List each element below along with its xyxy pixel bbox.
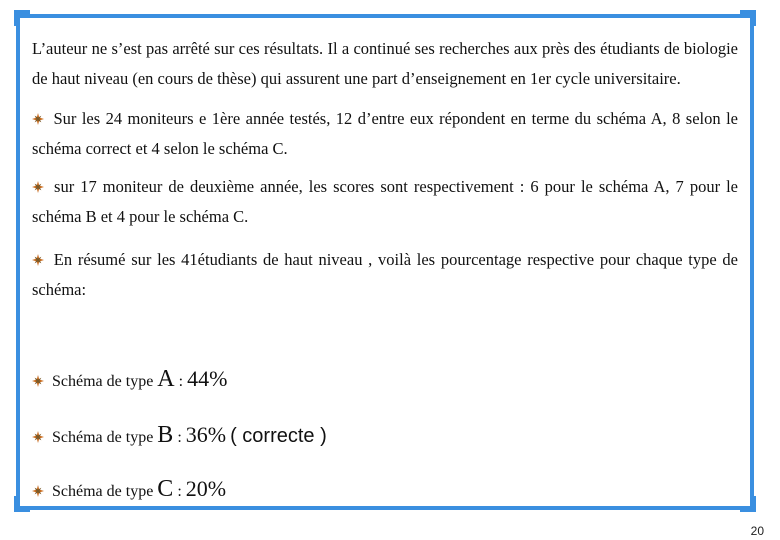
schema-row-c: [32, 474, 226, 507]
bullet-second-year: [32, 172, 738, 232]
star-bullet-icon: [32, 113, 44, 125]
schema-letter: A: [157, 366, 175, 392]
star-bullet-icon: [32, 254, 44, 266]
schema-letter: B: [157, 422, 174, 448]
schema-separator: :: [177, 429, 182, 446]
star-bullet-icon: [32, 431, 44, 443]
star-bullet-icon: [32, 181, 44, 193]
schema-row-a: [32, 364, 227, 397]
schema-prefix: Schéma de type: [52, 483, 154, 500]
schema-percent: 44%: [187, 366, 228, 391]
schema-note: ( correcte ): [230, 425, 327, 447]
star-bullet-icon: [32, 375, 44, 387]
schema-prefix: Schéma de type: [52, 429, 154, 446]
bullet-first-year: [32, 104, 738, 164]
slide-content: [32, 34, 738, 305]
schema-prefix: Schéma de type: [52, 373, 154, 390]
schema-percent: 20%: [185, 476, 227, 501]
schema-separator: :: [177, 483, 182, 500]
schema-percent: 36%: [185, 422, 227, 447]
schema-row-b: [32, 420, 327, 453]
bullet-text: En résumé sur les 41étudiants de haut niveau , voilà les pourcentage respective pour chaque type de schéma:: [32, 250, 738, 299]
schema-separator: :: [178, 373, 184, 390]
star-bullet-icon: [32, 485, 44, 497]
bullet-summary: [32, 245, 738, 305]
page-number: 20: [750, 524, 764, 538]
schema-letter: C: [157, 476, 174, 502]
bullet-text: Sur les 24 moniteurs e 1ère année testés, 12 d’entre eux répondent en terme du schéma A, 8 selon le schéma correct et 4 selon le schéma C.: [32, 109, 738, 158]
intro-paragraph: L’auteur ne s’est pas arrêté sur ces résultats. Il a continué ses recherches aux près des étudiants de biologie de haut niveau (en cours de thèse) qui assurent une part d’enseignement en 1er cycle universitaire.: [32, 39, 738, 88]
bullet-text: sur 17 moniteur de deuxième année, les scores sont respectivement : 6 pour le schéma A, 7 pour le schéma B et 4 pour le schéma C.: [32, 177, 738, 226]
